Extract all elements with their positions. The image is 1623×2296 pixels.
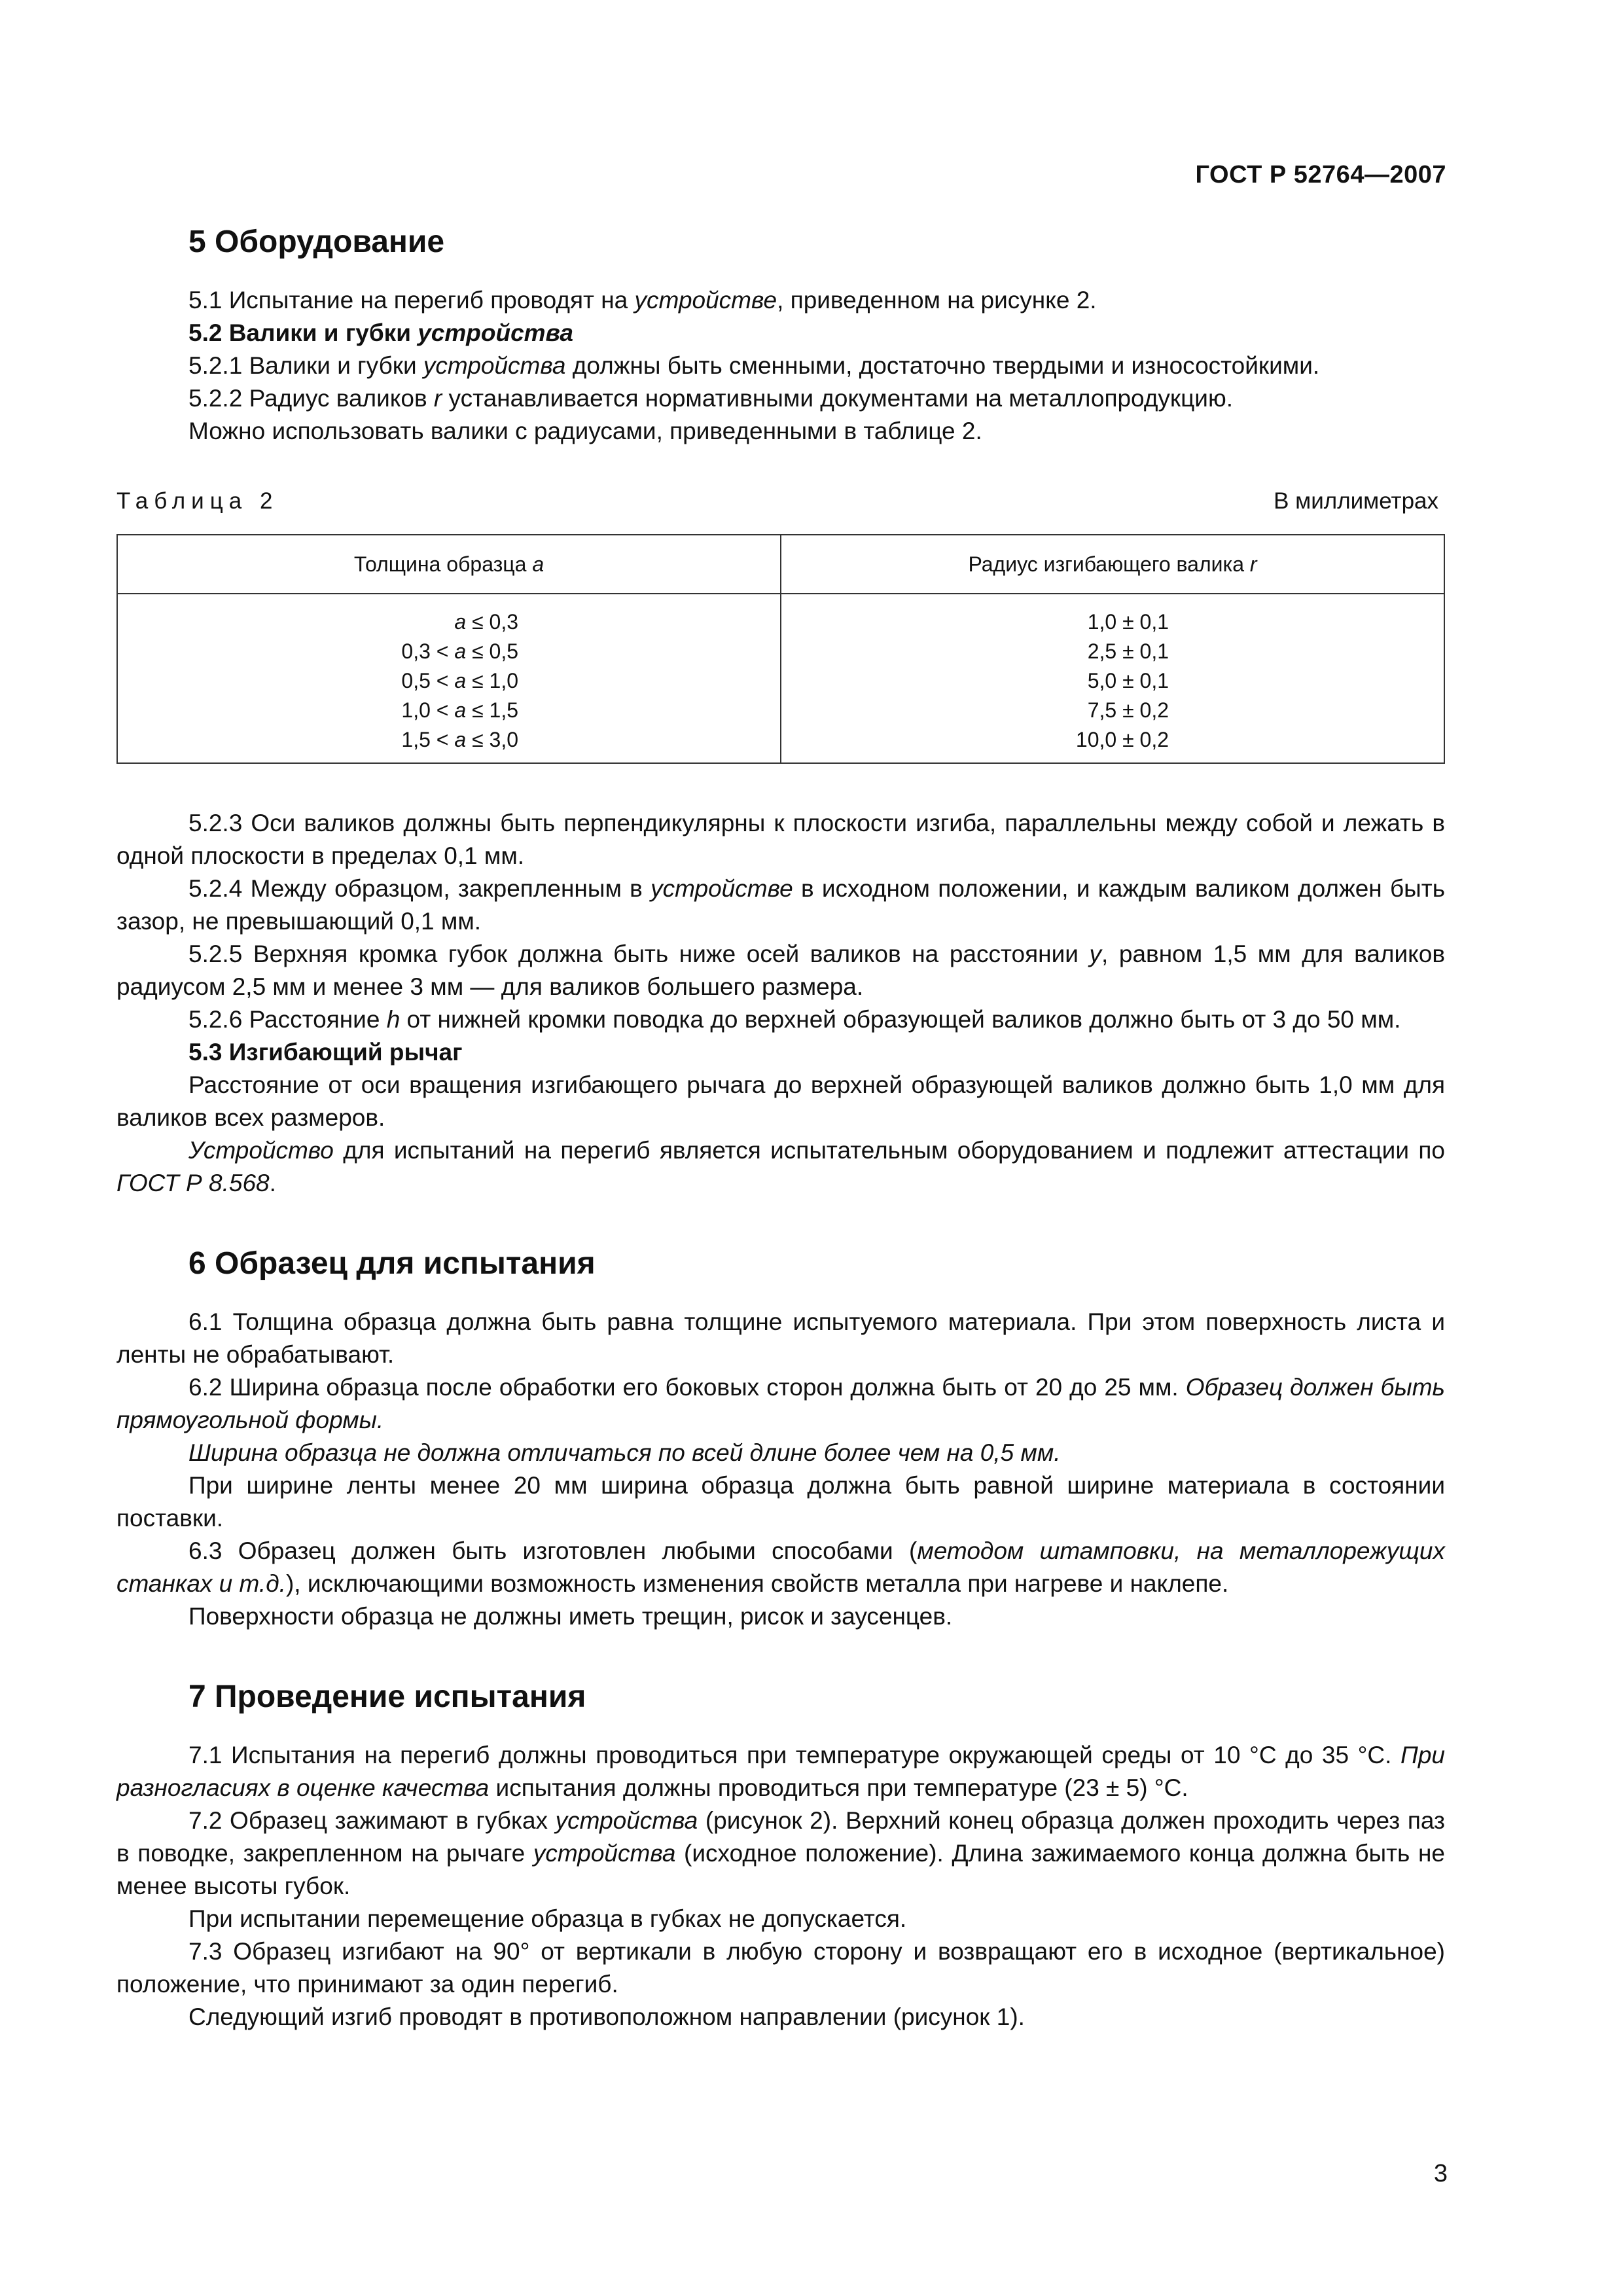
paragraph-7-1: 7.1 Испытания на перегиб должны проводиться при температуре окружающей среды от 10 °С до 35 °С. При разногласиях в оценке качества испытания должны проводиться при температуре (23 ± 5) °С. bbox=[116, 1742, 1445, 1801]
table-caption: Таблица 2 bbox=[116, 488, 279, 514]
section-6-heading: 6 Образец для испытания bbox=[188, 1246, 596, 1281]
header-radius: Радиус изгибающего валика r bbox=[781, 535, 1444, 594]
paragraph-5-2-6: 5.2.6 Расстояние h от нижней кромки поводка до верхней образующей валиков должно быть от 3 до 50 мм. bbox=[188, 1006, 1401, 1033]
paragraph-5-2-3: 5.2.3 Оси валиков должны быть перпендикулярны к плоскости изгиба, параллельны между собой и лежать в одной плоскости в пределах 0,1 мм. bbox=[116, 810, 1445, 869]
paragraph-6-3: 6.3 Образец должен быть изготовлен любыми способами (методом штамповки, на металлорежущих станках и т.д.), исключающими возможность изменения свойств металла при нагреве и наклепе. bbox=[116, 1537, 1445, 1597]
paragraph-5-3-attestation: Устройство для испытаний на перегиб является испытательным оборудованием и подлежит аттестации по ГОСТ Р 8.568. bbox=[116, 1137, 1445, 1196]
radius-value: 2,5 ± 0,1 bbox=[1087, 639, 1169, 663]
paragraph-5-1: 5.1 Испытание на перегиб проводят на устройстве, приведенном на рисунке 2. bbox=[188, 287, 1097, 314]
thickness-value: 1,0 < a ≤ 1,5 bbox=[401, 698, 518, 722]
paragraph-5-2-5: 5.2.5 Верхняя кромка губок должна быть ниже осей валиков на расстоянии y, равном 1,5 мм для валиков радиусом 2,5 мм и менее 3 мм — для валиков большего размера. bbox=[116, 941, 1445, 1000]
paragraph-7-2-note: При испытании перемещение образца в губках не допускается. bbox=[188, 1905, 907, 1932]
thickness-value: a ≤ 0,3 bbox=[454, 610, 518, 634]
paragraph-6-3-surface: Поверхности образца не должны иметь трещин, рисок и заусенцев. bbox=[188, 1603, 953, 1630]
table-caption-row bbox=[116, 486, 1445, 517]
paragraph-6-2-width: Ширина образца не должна отличаться по всей длине более чем на 0,5 мм. bbox=[188, 1439, 1061, 1466]
section-7-heading: 7 Проведение испытания bbox=[188, 1679, 586, 1714]
heading-5-2: 5.2 Валики и губки устройства bbox=[188, 319, 573, 346]
thickness-value: 0,3 < a ≤ 0,5 bbox=[401, 639, 518, 663]
radius-value: 7,5 ± 0,2 bbox=[1087, 698, 1169, 722]
paragraph-6-2-tape: При ширине ленты менее 20 мм ширина образца должна быть равной ширине материала в состоянии поставки. bbox=[116, 1472, 1445, 1532]
paragraph-5-2-2-note: Можно использовать валики с радиусами, приведенными в таблице 2. bbox=[188, 418, 982, 444]
table-units: В миллиметрах bbox=[1274, 488, 1438, 514]
page-content bbox=[116, 223, 1445, 2034]
page-number: 3 bbox=[1433, 2160, 1448, 2187]
section-5-heading: 5 Оборудование bbox=[188, 224, 445, 259]
radius-value: 1,0 ± 0,1 bbox=[1087, 610, 1169, 634]
thickness-value: 0,5 < a ≤ 1,0 bbox=[401, 669, 518, 692]
radius-value: 5,0 ± 0,1 bbox=[1087, 669, 1169, 692]
heading-5-3: 5.3 Изгибающий рычаг bbox=[188, 1039, 463, 1066]
paragraph-7-2: 7.2 Образец зажимают в губках устройства (рисунок 2). Верхний конец образца должен проходить через паз в поводке, закрепленном на рычаге устройства (исходное положение). Длина зажимаемого конца должна быть не менее высоты губок. bbox=[116, 1807, 1446, 1899]
table-2 bbox=[116, 534, 1445, 764]
radius-column bbox=[781, 594, 1444, 763]
header-thickness: Толщина образца a bbox=[117, 535, 781, 594]
document-id: ГОСТ Р 52764—2007 bbox=[1195, 161, 1446, 188]
thickness-column bbox=[117, 594, 781, 763]
paragraph-6-1: 6.1 Толщина образца должна быть равна толщине испытуемого материала. При этом поверхность листа и ленты не обрабатывают. bbox=[116, 1308, 1445, 1368]
paragraph-7-3-next: Следующий изгиб проводят в противоположном направлении (рисунок 1). bbox=[188, 2003, 1025, 2030]
paragraph-5-2-1: 5.2.1 Валики и губки устройства должны быть сменными, достаточно твердыми и износостойкими. bbox=[188, 352, 1320, 379]
paragraph-5-3: Расстояние от оси вращения изгибающего рычага до верхней образующей валиков должно быть 1,0 мм для валиков всех размеров. bbox=[116, 1071, 1445, 1131]
thickness-value: 1,5 < a ≤ 3,0 bbox=[401, 728, 518, 751]
paragraph-5-2-4: 5.2.4 Между образцом, закрепленным в устройстве в исходном положении, и каждым валиком должен быть зазор, не превышающий 0,1 мм. bbox=[116, 875, 1445, 935]
radius-value: 10,0 ± 0,2 bbox=[1075, 728, 1169, 751]
paragraph-7-3: 7.3 Образец изгибают на 90° от вертикали в любую сторону и возвращают его в исходное (вертикальное) положение, что принимают за один перегиб. bbox=[116, 1938, 1445, 1998]
paragraph-5-2-2: 5.2.2 Радиус валиков r устанавливается нормативными документами на металлопродукцию. bbox=[188, 385, 1233, 412]
paragraph-6-2: 6.2 Ширина образца после обработки его боковых сторон должна быть от 20 до 25 мм. Образец должен быть прямоугольной формы. bbox=[116, 1374, 1446, 1433]
